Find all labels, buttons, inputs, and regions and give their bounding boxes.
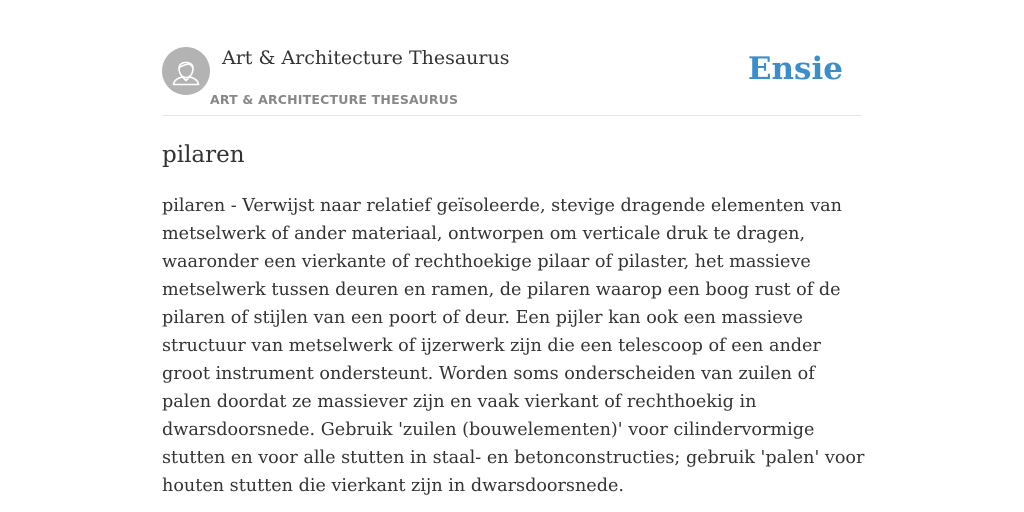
source-category[interactable]: ART & ARCHITECTURE THESAURUS [210,92,459,107]
source-name[interactable]: Art & Architecture Thesaurus [222,47,510,69]
ensie-logo[interactable]: Ensie [747,51,843,87]
avatar[interactable] [162,47,210,95]
user-silhouette-icon [162,47,210,95]
header [162,0,862,116]
definition-text: pilaren - Verwijst naar relatief geïsoleerde, stevige dragende elementen van metselwerk of ander materiaal, ontworpen om verticale druk te dragen, waaronder een vierkante of rechthoekige pilaar of pilaster, het massieve metselwerk tussen deuren en ramen, de pilaren waarop een boog rust of de pilaren of stijlen van een poort of deur. Een pijler kan ook een massieve structuur van metselwerk of ijzerwerk zijn die een telescoop of een ander groot instrument ondersteunt. Worden soms onderscheiden van zuilen of palen doordat ze massiever zijn en vaak vierkant of rechthoekig in dwarsdoorsnede. Gebruik 'zuilen (bouwelementen)' voor cilindervormige stutten en voor alle stutten in staal- en betonconstructies; gebruik 'palen' voor houten stutten die vierkant zijn in dwarsdoorsnede. [162,196,865,496]
page [162,0,865,512]
page-title: pilaren [162,142,245,168]
